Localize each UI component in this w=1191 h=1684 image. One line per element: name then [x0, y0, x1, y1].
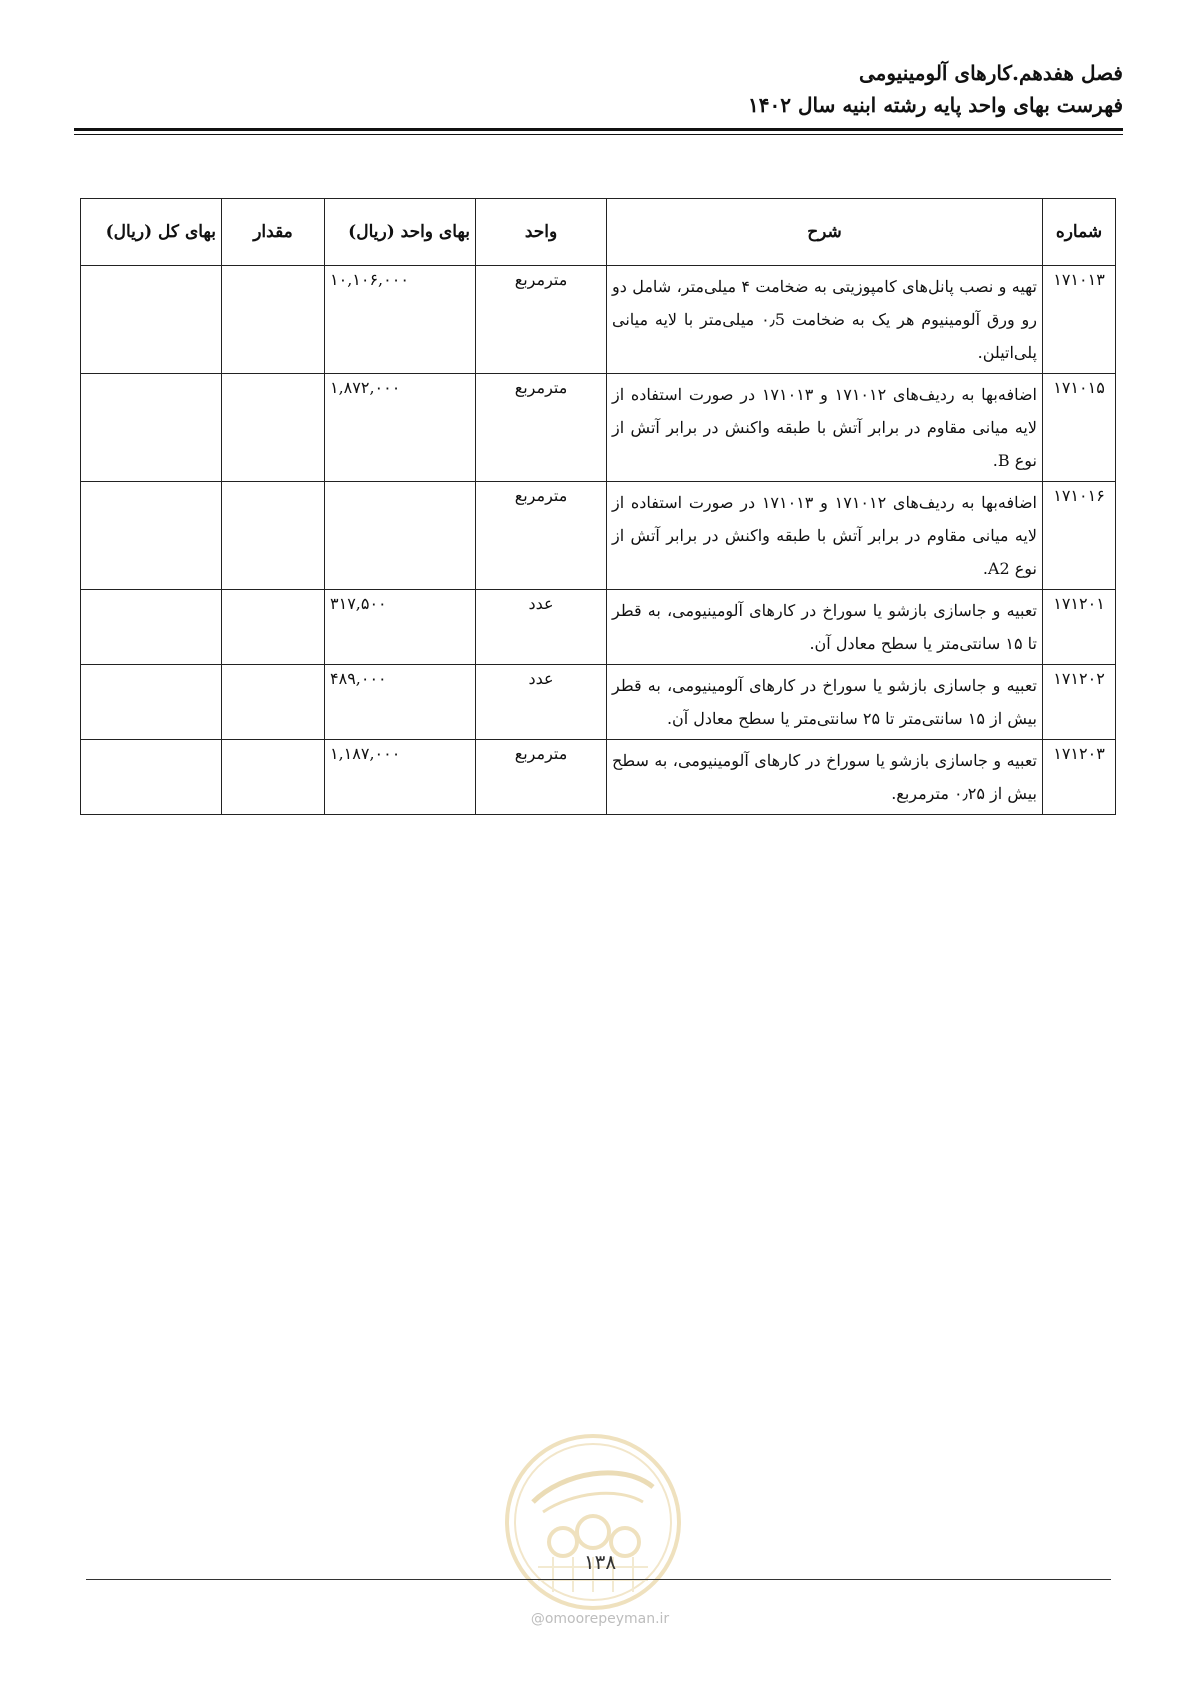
row-unit-price: [325, 482, 476, 590]
row-unit-price: ۱,۸۷۲,۰۰۰: [325, 374, 476, 482]
row-quantity: [222, 482, 325, 590]
row-total-price: [81, 590, 222, 665]
row-description: اضافه‌بها به ردیف‌های ۱۷۱۰۱۲ و ۱۷۱۰۱۳ در صورت استفاده از لایه میانی مقاوم در برابر آتش با طبقه واکنش در برابر آتش از نوع B.: [607, 374, 1043, 482]
row-quantity: [222, 740, 325, 815]
row-total-price: [81, 665, 222, 740]
column-header-total-price: بهای کل (ریال): [81, 199, 222, 266]
row-code: ۱۷۱۰۱۶: [1043, 482, 1116, 590]
row-quantity: [222, 374, 325, 482]
row-unit: مترمربع: [476, 482, 607, 590]
price-list-title: فهرست بهای واحد پایه رشته ابنیه سال ۱۴۰۲: [748, 93, 1123, 117]
table-row: [81, 374, 1116, 482]
table-header-row: [81, 199, 1116, 266]
header-rule-thick: [74, 128, 1123, 131]
row-unit-price: ۱۰,۱۰۶,۰۰۰: [325, 266, 476, 374]
omoorepeyman-seal-logo-icon: [503, 1432, 683, 1612]
row-description: اضافه‌بها به ردیف‌های ۱۷۱۰۱۲ و ۱۷۱۰۱۳ در صورت استفاده از لایه میانی مقاوم در برابر آتش با طبقه واکنش در برابر آتش از نوع A2.: [607, 482, 1043, 590]
row-unit-price: ۱,۱۸۷,۰۰۰: [325, 740, 476, 815]
row-unit-price: ۴۸۹,۰۰۰: [325, 665, 476, 740]
table-row: [81, 740, 1116, 815]
table-row: [81, 482, 1116, 590]
row-quantity: [222, 665, 325, 740]
row-quantity: [222, 590, 325, 665]
row-description: تهیه و نصب پانل‌های کامپوزیتی به ضخامت ۴ میلی‌متر، شامل دو رو ورق آلومینیوم هر یک به ضخامت ۰٫5 میلی‌متر با لایه میانی پلی‌اتیلن.: [607, 266, 1043, 374]
page-header: [74, 58, 1123, 120]
price-list-table: [80, 198, 1116, 815]
column-header-code: شماره: [1043, 199, 1116, 266]
column-header-quantity: مقدار: [222, 199, 325, 266]
row-code: ۱۷۱۰۱۵: [1043, 374, 1116, 482]
row-description: تعبیه و جاسازی بازشو یا سوراخ در کارهای آلومینیومی، به قطر تا ۱۵ سانتی‌متر یا سطح معادل آن.: [607, 590, 1043, 665]
row-quantity: [222, 266, 325, 374]
row-total-price: [81, 740, 222, 815]
column-header-unit-price: بهای واحد (ریال): [325, 199, 476, 266]
table-row: [81, 590, 1116, 665]
table-row: [81, 266, 1116, 374]
row-total-price: [81, 374, 222, 482]
chapter-title: فصل هفدهم.کارهای آلومینیومی: [858, 61, 1123, 85]
row-total-price: [81, 266, 222, 374]
row-unit: مترمربع: [476, 740, 607, 815]
row-unit: مترمربع: [476, 374, 607, 482]
footer-rule: [86, 1579, 1111, 1580]
row-description: تعبیه و جاسازی بازشو یا سوراخ در کارهای آلومینیومی، به سطح بیش از ۰٫۲۵ مترمربع.: [607, 740, 1043, 815]
row-total-price: [81, 482, 222, 590]
column-header-unit: واحد: [476, 199, 607, 266]
column-header-description: شرح: [607, 199, 1043, 266]
header-rule-thin: [74, 134, 1123, 135]
row-unit-price: ۳۱۷,۵۰۰: [325, 590, 476, 665]
table-row: [81, 665, 1116, 740]
website-watermark: @omoorepeyman.ir: [530, 1611, 670, 1627]
row-unit: عدد: [476, 590, 607, 665]
row-unit: مترمربع: [476, 266, 607, 374]
row-code: ۱۷۱۰۱۳: [1043, 266, 1116, 374]
row-code: ۱۷۱۲۰۲: [1043, 665, 1116, 740]
row-description: تعبیه و جاسازی بازشو یا سوراخ در کارهای آلومینیومی، به قطر بیش از ۱۵ سانتی‌متر تا ۲۵ سانتی‌متر یا سطح معادل آن.: [607, 665, 1043, 740]
row-code: ۱۷۱۲۰۳: [1043, 740, 1116, 815]
page-number: ۱۳۸: [583, 1550, 617, 1574]
row-code: ۱۷۱۲۰۱: [1043, 590, 1116, 665]
row-unit: عدد: [476, 665, 607, 740]
